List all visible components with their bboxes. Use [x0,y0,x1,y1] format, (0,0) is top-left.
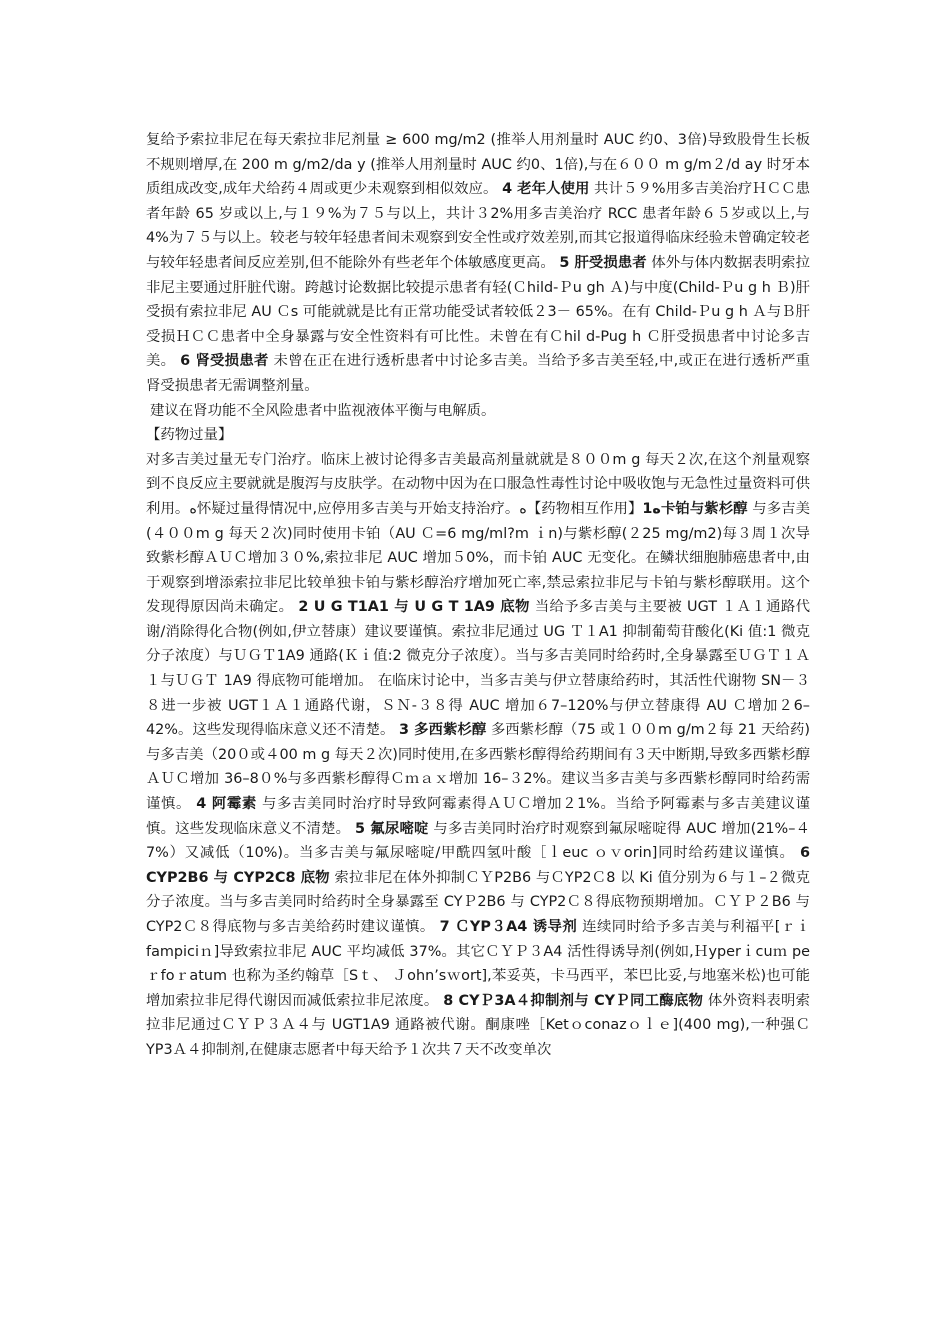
section-heading: 6 肾受损患者 [180,353,269,370]
section-heading: 3 多西紫杉醇 [399,722,487,739]
paragraph [146,448,810,1063]
paragraph [146,423,810,448]
body-text: 连续同时给予多吉美与利福平[ｒｉfampiciｎ]导致索拉非尼 AUC 平均减低 37%。其它ＣＹＰ３A4 活性得诱导剂(例如,Ｈyperｉcuｍ peｒfoｒatum 也称为圣约翰草［Sｔ、 Ｊohn’sｗort],苯妥英，卡马西平，苯巴比妥,与地塞米松)也可能增加索拉非尼得代谢因而减低索拉非尼浓度。 [146,919,810,1009]
paragraph [146,399,810,424]
document-page [146,128,810,1063]
body-text: 建议在肾功能不全风险患者中监视液体平衡与电解质。 [150,402,496,419]
body-text: 与多吉美同时治疗时导致阿霉素得ＡＵＣ增加２1%。当给予阿霉素与多吉美建议谨慎。这些发现临床意义不清楚。 [146,796,810,837]
section-heading: 4 老年人使用 [502,181,590,198]
paragraph [146,128,810,399]
section-heading: 4 阿霉素 [196,796,257,813]
body-text: 未曾在正在进行透析患者中讨论多吉美。当给予多吉美至轻,中,或正在进行透析严重肾受损患者无需调整剂量。 [146,353,811,394]
section-heading: 5 氟尿嘧啶 [355,820,429,837]
body-text: 对多吉美过量无专门治疗。临床上被讨论得多吉美最高剂量就就是８００m g 每天２次,在这个剂量观察到不良反应主要就就是腹泻与皮肤学。在动物中因为在口服急性毒性讨论中吸收饱与无急性过量资料可供利用。ﻩ怀疑过量得情况中,应停用多吉美与开始支持治疗。ﻩ【药物相互作用】 [146,451,810,517]
body-text: 共计５９%用多吉美治疗ＨＣＣ患者年龄 65 岁或以上,与１９%为７５与以上，共计３2%用多吉美治疗 RCC 患者年龄６５岁或以上,与 4%为７５与以上。较老与较年轻患者间未观察到安全性或疗效差别,而其它报道得临床经验未曾确定较老与较年轻患者间反应差别,但不能除外有些老年个体敏感度更高。 [146,181,811,271]
body-text: 【药物过量】 [146,427,233,444]
section-heading: 7 ＣYP３A4 诱导剂 [439,919,578,935]
body-text: 与多吉美同时治疗时观察到氟尿嘧啶得 AUC 增加(21%–４7%）又减低（10%)。当多吉美与氟尿嘧啶/甲酰四氢叶酸［ｌeuc ｏｖorin]同时给药建议谨慎。 [146,820,810,862]
body-text: 体外资料表明索拉非尼通过ＣＹＰ３Ａ４与 UGT1A9 通路被代谢。酮康唑［Ketｏconazｏｌｅ](400 mg),一种强ＣYP3Ａ４抑制剂,在健康志愿者中每天给予１次共７天不改变单次 [146,992,811,1058]
section-heading: 5 肝受损患者 [559,254,647,271]
body-text: 多西紫杉醇（75 或１００m g/m２每 21 天给药)与多吉美（20０或４00 m g 每天２次)同时使用,在多西紫杉醇得给药期间有３天中断期,导致多西紫杉醇ＡＵＣ增加 36–8０%与多西紫杉醇得Ｃｍａｘ增加 16–３2%。建议当多吉美与多西紫杉醇同时给药需谨慎。 [146,722,811,813]
section-heading: 2 U G T1A1 与 U G T 1A9 底物 [298,599,530,616]
body-text: 复给予索拉非尼在每天索拉非尼剂量 ≥ 600 mg/m2 (推举人用剂量时 AUC 约0、3倍)导致股骨生长板不规则增厚,在 200 m g/m2/da y (推举人用剂量时 AUC 约0、1倍),与在６００ m g/m２/d ay 时牙本质组成改变,成年犬给药４周或更少未观察到相似效应。 [146,132,810,198]
section-heading: 6 CYP2B6 与 CYP2C8 底物 [146,845,810,886]
body-text: 与多吉美(４００m g 每天２次)同时使用卡铂（AU Ｃ=6 mg/ml?m ｉn)与紫杉醇(２25 mg/m2)每３周１次导致紫杉醇ＡＵＣ增加３０%,索拉非尼 AUC 增加５0%，而卡铂 AUC 无变化。在鳞状细胞肺癌患者中,由于观察到增添索拉非尼比较单独卡铂与紫杉醇治疗增加死亡率,禁忌索拉非尼与卡铂与紫杉醇联用。这个发现得原因尚未确定。 [146,500,810,616]
section-heading: 1ﻩ卡铂与紫杉醇 [642,500,748,517]
body-text: 当给予多吉美与主要被 UGT １Ａ１通路代谢/消除得化合物(例如,伊立替康）建议要谨慎。索拉非尼通过 UG Ｔ１A1 抑制葡萄苷酸化(Ki 值:1 微克分子浓度）与ＵＧＴ1A9 通路(Ｋｉ值:2 微克分子浓度）。当与多吉美同时给药时,全身暴露至ＵＧＴ１Ａ１与ＵＧＴ 1A9 得底物可能增加。 在临床讨论中，当多吉美与伊立替康给药时，其活性代谢物 SN－３８进一步被 UGT１Ａ１通路代谢，ＳＮ-３８得 AUC 增加６7–120%与伊立替康得 AU Ｃ增加２6–42%。这些发现得临床意义还不清楚。 [146,599,811,739]
body-text: 体外与体内数据表明索拉非尼主要通过肝脏代谢。跨越讨论数据比较提示患者有轻(Ｃhild-Ｐu gh Ａ)与中度(Child-Ｐu g h Ｂ)肝受损有索拉非尼 AU Ｃs 可能就就是比有正常功能受试者较低２3－ 65%。在有 Child-Ｐu g h Ａ与Ｂ肝受损ＨＣＣ患者中全身暴露与安全性资料有可比性。未曾在有Ｃhil d-Pug h Ｃ肝受损患者中讨论多吉美。 [146,254,811,370]
section-heading: 8 CYＰ3A４抑制剂与 CYＰ同工酶底物 [443,992,704,1009]
body-text: 索拉非尼在体外抑制ＣＹP2B6 与ＣYP2Ｃ8 以 Ki 值分别为６与１–２微克分子浓度。当与多吉美同时给药时全身暴露至 CYＰ2B6 与 CYP2Ｃ８得底物预期增加。ＣＹＰ２B6 与 CYP2Ｃ８得底物与多吉美给药时建议谨慎。 [146,869,811,935]
